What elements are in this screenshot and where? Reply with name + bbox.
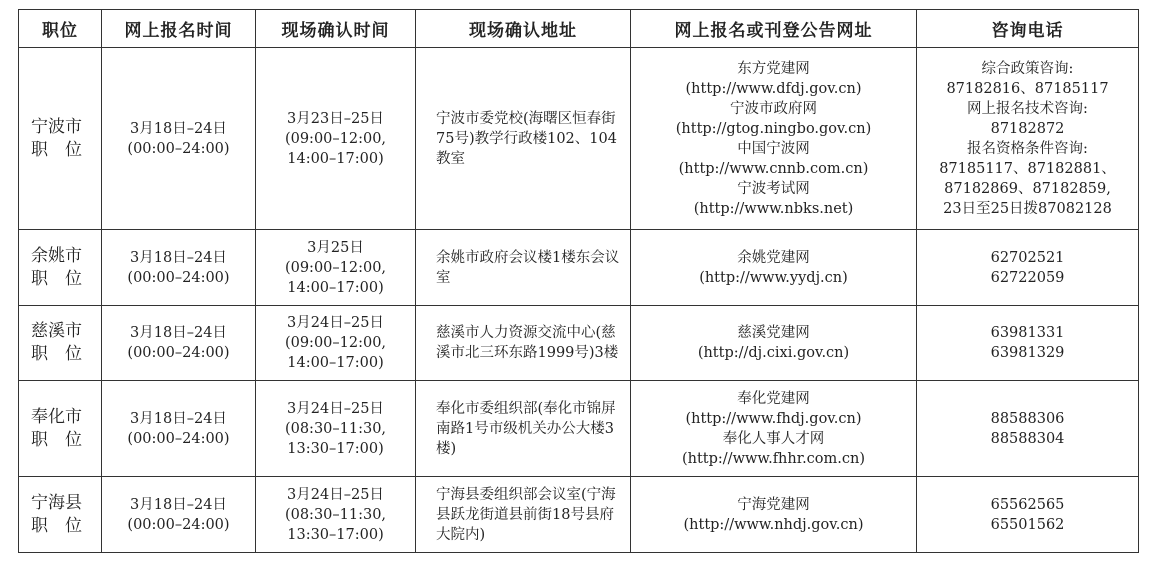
register-time-line: (00:00–24:00) xyxy=(127,140,230,157)
register-time-cell xyxy=(102,306,256,381)
website-url-link[interactable]: (http://www.cnnb.com.cn) xyxy=(678,160,869,177)
register-time-cell xyxy=(102,230,256,306)
confirm-time-line: 14:00–17:00) xyxy=(287,355,384,371)
website-name: 宁波考试网 xyxy=(737,180,810,197)
register-time-line: 3月18日–24日 xyxy=(130,249,227,266)
header-confirm-time: 现场确认时间 xyxy=(256,10,416,48)
phone-cell xyxy=(917,477,1139,553)
confirm-time-line: 3月24日–25日 xyxy=(287,315,384,331)
website-url-link[interactable]: (http://www.yydj.cn) xyxy=(699,269,848,286)
confirm-time-cell xyxy=(256,306,416,381)
confirm-time-line: 3月24日–25日 xyxy=(287,486,384,503)
table-row xyxy=(19,477,1139,553)
phone-line: 62722059 xyxy=(990,269,1065,286)
confirm-address-text: 奉化市委组织部(奉化市锦屏南路1号市级机关办公大楼3楼) xyxy=(436,400,616,457)
website-name: 宁海党建网 xyxy=(737,496,810,513)
website-cell xyxy=(631,230,917,306)
website-name: 慈溪党建网 xyxy=(737,325,810,341)
header-position: 职位 xyxy=(19,10,102,48)
phone-cell xyxy=(917,48,1139,230)
position-cell: 奉化市 职 位 xyxy=(19,381,102,477)
phone-line: 65501562 xyxy=(990,516,1065,533)
confirm-time-line: 3月24日–25日 xyxy=(287,400,384,417)
phone-line: 综合政策咨询: xyxy=(981,60,1074,77)
confirm-time-cell xyxy=(256,230,416,306)
website-url-link[interactable]: (http://www.dfdj.gov.cn) xyxy=(685,80,862,97)
website-url-link[interactable]: (http://www.fhhr.com.cn) xyxy=(681,450,866,467)
header-phone: 咨询电话 xyxy=(917,10,1139,48)
confirm-time-line: (09:00–12:00, xyxy=(284,335,387,351)
register-time-cell xyxy=(102,381,256,477)
table-row xyxy=(19,306,1139,381)
website-cell xyxy=(631,306,917,381)
header-register-time: 网上报名时间 xyxy=(102,10,256,48)
confirm-address-text: 宁波市委党校(海曙区恒春街75号)教学行政楼102、104教室 xyxy=(436,110,617,167)
phone-line: 65562565 xyxy=(990,496,1065,513)
phone-line: 62702521 xyxy=(990,249,1065,266)
table-row xyxy=(19,230,1139,306)
header-website: 网上报名或刊登公告网址 xyxy=(631,10,917,48)
confirm-time-line: (08:30–11:30, xyxy=(284,506,387,523)
phone-cell xyxy=(917,306,1139,381)
phone-line: 88588306 xyxy=(990,410,1065,427)
website-cell xyxy=(631,477,917,553)
phone-line: 63981331 xyxy=(990,325,1065,341)
website-url-link[interactable]: (http://www.fhdj.gov.cn) xyxy=(685,410,862,427)
website-name: 宁波市政府网 xyxy=(730,100,817,117)
website-cell xyxy=(631,381,917,477)
website-name: 奉化人事人才网 xyxy=(722,430,825,447)
confirm-time-line: (08:30–11:30, xyxy=(284,420,387,437)
register-time-line: (00:00–24:00) xyxy=(127,345,230,361)
register-time-line: (00:00–24:00) xyxy=(127,430,230,447)
phone-line: 87182869、87182859, xyxy=(944,180,1111,197)
website-url-link[interactable]: (http://gtog.ningbo.gov.cn) xyxy=(675,120,872,137)
confirm-time-cell xyxy=(256,381,416,477)
confirm-time-line: 14:00–17:00) xyxy=(287,150,384,167)
website-name: 余姚党建网 xyxy=(737,249,810,266)
register-time-line: 3月18日–24日 xyxy=(130,410,227,427)
confirm-address-cell xyxy=(416,306,631,381)
website-name: 东方党建网 xyxy=(737,60,810,77)
confirm-time-cell xyxy=(256,48,416,230)
website-name: 中国宁波网 xyxy=(737,140,810,157)
website-url-link[interactable]: (http://www.nbks.net) xyxy=(693,200,854,217)
position-cell: 慈溪市 职 位 xyxy=(19,306,102,381)
confirm-time-line: 13:30–17:00) xyxy=(287,440,384,457)
recruitment-table xyxy=(18,9,1139,553)
phone-line: 87182816、87185117 xyxy=(946,80,1109,97)
confirm-time-line: 3月23日–25日 xyxy=(287,110,384,127)
phone-line: 网上报名技术咨询: xyxy=(967,100,1088,117)
confirm-address-cell xyxy=(416,381,631,477)
position-cell: 宁海县 职 位 xyxy=(19,477,102,553)
position-cell: 宁波市 职 位 xyxy=(19,48,102,230)
confirm-address-text: 余姚市政府会议楼1楼东会议室 xyxy=(436,249,620,286)
register-time-cell xyxy=(102,477,256,553)
phone-line: 87185117、87182881、 xyxy=(939,160,1116,177)
position-cell: 余姚市 职 位 xyxy=(19,230,102,306)
register-time-line: 3月18日–24日 xyxy=(130,325,227,341)
phone-line: 88588304 xyxy=(990,430,1065,447)
header-row xyxy=(19,10,1139,48)
confirm-time-line: 14:00–17:00) xyxy=(287,279,384,296)
website-url-link[interactable]: (http://dj.cixi.gov.cn) xyxy=(697,345,850,361)
confirm-time-cell xyxy=(256,477,416,553)
register-time-line: 3月18日–24日 xyxy=(130,120,227,137)
register-time-line: (00:00–24:00) xyxy=(127,269,230,286)
confirm-time-line: 3月25日 xyxy=(307,239,364,256)
table-row xyxy=(19,381,1139,477)
phone-line: 63981329 xyxy=(990,345,1065,361)
confirm-address-cell xyxy=(416,48,631,230)
table-row xyxy=(19,48,1139,230)
phone-cell xyxy=(917,381,1139,477)
website-url-link[interactable]: (http://www.nhdj.gov.cn) xyxy=(683,516,864,533)
header-confirm-address: 现场确认地址 xyxy=(416,10,631,48)
confirm-address-cell xyxy=(416,477,631,553)
confirm-time-line: (09:00–12:00, xyxy=(284,259,387,276)
phone-line: 报名资格条件咨询: xyxy=(967,140,1088,157)
confirm-address-cell xyxy=(416,230,631,306)
phone-line: 23日至25日拨87082128 xyxy=(943,200,1112,217)
register-time-line: 3月18日–24日 xyxy=(130,496,227,513)
confirm-address-text: 宁海县委组织部会议室(宁海县跃龙街道县前街18号县府大院内) xyxy=(436,486,616,543)
register-time-line: (00:00–24:00) xyxy=(127,516,230,533)
confirm-time-line: 13:30–17:00) xyxy=(287,526,384,543)
register-time-cell xyxy=(102,48,256,230)
phone-cell xyxy=(917,230,1139,306)
confirm-address-text: 慈溪市人力资源交流中心(慈溪市北三环东路1999号)3楼 xyxy=(436,325,619,361)
website-name: 奉化党建网 xyxy=(737,390,810,407)
confirm-time-line: (09:00–12:00, xyxy=(284,130,387,147)
website-cell xyxy=(631,48,917,230)
phone-line: 87182872 xyxy=(990,120,1065,137)
